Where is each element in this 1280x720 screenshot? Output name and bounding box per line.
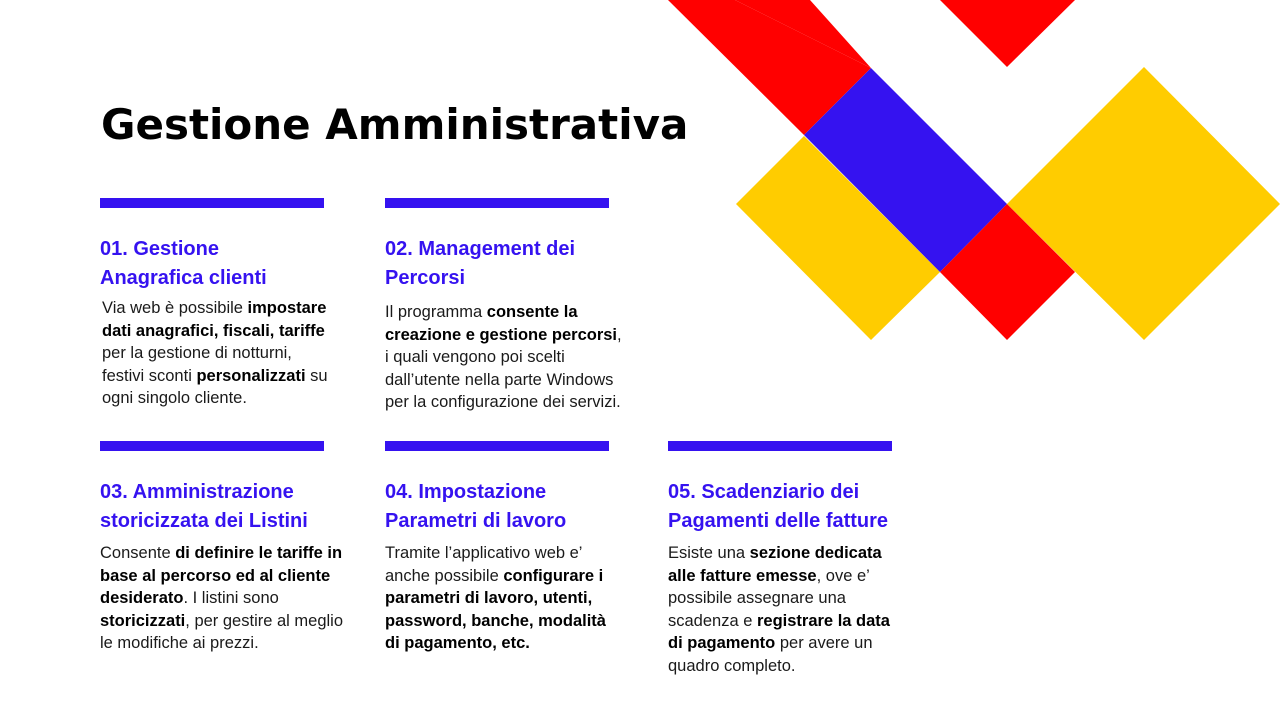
card-body-text: per avere un quadro completo.: [668, 634, 873, 675]
card-body-bold-text: registrare la data di pagamento: [668, 611, 890, 652]
card-body: [668, 542, 893, 677]
card-accent-bar: [100, 441, 324, 451]
card-body-bold-text: impostare dati anagrafici, fiscali, tariffe: [102, 299, 327, 340]
card-body-bold-text: storicizzati: [100, 611, 186, 630]
card-accent-bar: [100, 198, 324, 208]
page-title: Gestione Amministrativa: [101, 100, 689, 149]
card-body-bold-text: sezione dedicata alle fatture emesse: [668, 544, 882, 585]
card-body-text: per la gestione di notturni, festivi sconti: [102, 344, 292, 385]
card-5: [668, 441, 928, 677]
card-title: 02. Management dei Percorsi: [385, 238, 576, 289]
card-accent-bar: [385, 441, 609, 451]
card-body-text: Via web è possibile: [102, 299, 248, 317]
card-title: 04. Impostazione Parametri di lavoro: [385, 481, 567, 532]
card-body: [102, 297, 336, 410]
card-title: 01. Gestione Anagrafica clienti: [100, 238, 267, 289]
card-body-bold-text: configurare i parametri di lavoro, utenti, password, banche, modalità di pagamento, etc.: [385, 566, 606, 652]
card-body-text: , i quali vengono poi scelti dall’utente nella parte Windows per la configurazione dei servizi.: [385, 325, 622, 411]
card-body-bold-text: di definire le tariffe in base al percorso ed al cliente desiderato: [100, 544, 343, 607]
card-body-text: Tramite l’applicativo web e’ anche possibile: [385, 544, 582, 585]
card-body-text: Esiste una: [668, 544, 750, 562]
card-body-text: , per gestire al meglio le modifiche ai prezzi.: [100, 611, 344, 652]
card-4: [385, 441, 617, 655]
card-body: [385, 542, 617, 655]
card-2: [385, 198, 625, 414]
card-body: [100, 542, 344, 655]
card-body: [385, 301, 625, 414]
card-3: [100, 441, 344, 655]
card-body-text: Consente: [100, 544, 176, 562]
card-accent-bar: [668, 441, 892, 451]
card-title: 03. Amministrazione storicizzata dei Listini: [100, 481, 308, 532]
card-body-text: . I listini sono: [183, 589, 279, 607]
card-title: 05. Scadenziario dei Pagamenti delle fatture: [668, 481, 889, 532]
card-body-text: , ove e’ possibile assegnare una scadenza e: [668, 566, 870, 630]
card-1: [100, 198, 336, 410]
card-body-text: su ogni singolo cliente.: [102, 366, 328, 407]
card-body-bold-text: personalizzati: [196, 366, 306, 385]
card-body-text: Il programma: [385, 303, 487, 321]
card-body-bold-text: consente la creazione e gestione percorsi: [385, 303, 618, 344]
red-triangle-top-shape: [940, 0, 1075, 67]
card-accent-bar: [385, 198, 609, 208]
